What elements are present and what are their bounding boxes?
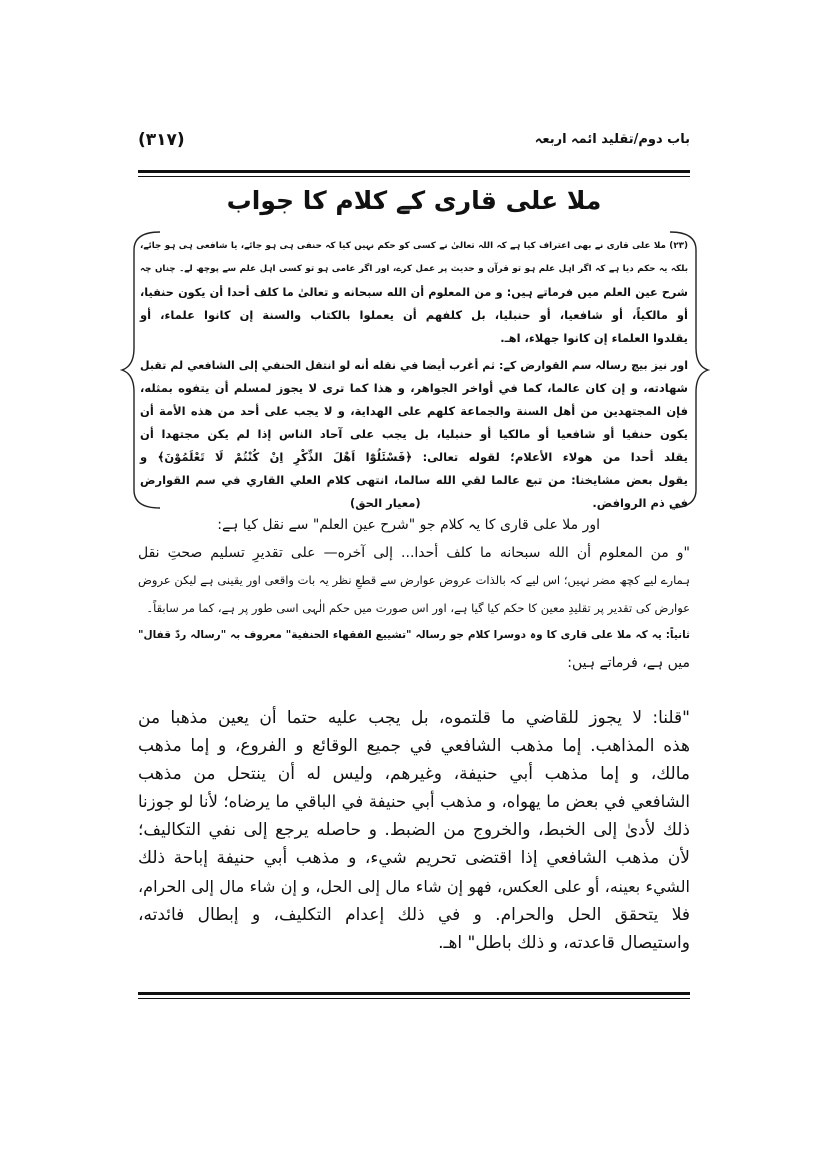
urdu-line: عوارض کی تقدیر پر تقلیدِ معین کا حکم کیا گیا ہے، اور اس صورت میں حکم الٰہی اسی طور پر ہے، کما مر سابقاً۔: [146, 600, 690, 615]
arabic-line: "قلنا: لا يجوز للقاضي ما قلتموه، بل يجب عليه حتما أن يعين مذهبا من: [138, 708, 690, 728]
section-title: ملا علی قاری کے کلام کا جواب: [226, 186, 602, 215]
arabic-line: فلا يتحقق الحل والحرام. و في ذلك إعدام التكليف، و إبطال فائدته،: [138, 904, 690, 925]
box-line: يقلد أحدا من هولاء الأعلام؛ لقوله تعالى: ﴿فَسْئَلُوْٓا اَهْلَ الذِّكْرِ اِنْ كُنْتُمْ لَا تَعْلَمُوْنَ﴾ و: [140, 450, 688, 464]
box-line: بلکہ یہ حکم دیا ہے کہ اگر اہل علم ہو تو قرآن و حدیث پر عمل کرے، اور اگر عامی ہو تو کسی اہل علم سے پوچھ لے۔ چناں چہ: [140, 264, 688, 274]
arabic-line: الشافعي في بعض ما يهواه، و مذهب أبي حنيفة في الباقي ما يرضاه؛ لأنا لو جوزنا: [138, 792, 690, 812]
box-line: شرح عین العلم میں فرماتے ہیں: و من المعلوم أن الله سبحانه و تعالىٰ ما كلف أحدا أن يكون حنفيا،: [140, 286, 688, 299]
header-rule-thick: [138, 170, 690, 173]
box-line: (۲۳) ملا علی قاری نے بھی اعتراف کیا ہے کہ اللہ تعالیٰ نے کسی کو حکم نہیں کیا کہ حنفی ہی ہو جائے، یا شافعی ہی ہو جائے،: [140, 241, 688, 251]
chapter-header: باب دوم/تقلید ائمہ اربعہ: [534, 132, 690, 147]
urdu-line: اور ملا علی قاری کا یہ کلام جو "شرح عین العلم" سے نقل کیا ہے:: [217, 517, 600, 533]
urdu-line: میں ہے، فرماتے ہیں:: [567, 654, 690, 671]
urdu-line: "و من المعلوم أن الله سبحانه ما كلف أحدا... إلى آخره— على تقدیرِ تسلیم صحتِ نقل: [138, 544, 690, 561]
box-line: اور نیز بیچ رسالہ سم القوارض کے: ثم أغرب أيضا في نقله أنه لو انتقل الحنفي إلى الشافعي لم تقبل: [140, 359, 688, 372]
arabic-line: واستيصال قاعدته، و ذلك باطل" اهـ.: [438, 932, 690, 953]
box-line: فإن المجتهدين من أهل السنة والجماعة كلهم على الهداية، و لا يجب على أحد من هذه الأمة أن: [140, 404, 688, 418]
urdu-line: ہمارے لیے کچھ مضر نہیں؛ اس لیے کہ بالذات عروض عوارض سے قطعِ نظر یہ بات واقعی اور یقینی ہے لیکن عروض: [138, 573, 690, 588]
box-line: أو مالكياً، أو شافعيا، أو حنبليا، بل كلفهم أن يعملوا بالكتاب والسنة إن كانوا علماء، أو: [140, 308, 688, 322]
box-line: شهادته، و إن كان عالما، كما في أواخر الجواهر، و هذا كما ترى لا يجوز لمسلم أن يتفوه بمثله،: [140, 381, 688, 395]
urdu-paragraph: [138, 512, 690, 678]
quoted-box: [140, 235, 688, 515]
source-citation: (معیار الحق): [350, 496, 421, 510]
footer-rule-thin: [138, 998, 690, 999]
page-number: (۳۱۷): [138, 130, 185, 150]
header-rule-thin: [138, 176, 690, 177]
box-line: يكون حنفيا أو شافعيا أو مالكيا أو حنبليا، بل يجب على آحاد الناس إذا لم يكن مجتهدا أن: [140, 427, 688, 441]
arabic-line: ذلك لأدىٰ إلى الخبط، والخروج من الضبط. و حاصله يرجع إلى نفي التكاليف؛: [138, 820, 690, 841]
arabic-line: هذه المذاهب. إما مذهب الشافعي في جميع الوقائع و الفروع، و إما مذهب: [138, 736, 690, 757]
arabic-quote: [138, 704, 690, 957]
box-last-line: في ذم الروافض.: [592, 496, 688, 510]
arabic-line: مالك، و إما مذهب أبي حنيفة، وغيرهم، وليس له أن ينتحل من مذهب: [138, 764, 690, 785]
box-line: يقلدوا العلماء إن كانوا جهلاء، اهـ.: [500, 331, 688, 345]
urdu-line: ثانیاً: یہ کہ ملا علی قاری کا وہ دوسرا کلام جو رسالہ "تشييع الفقهاء الحنفية" معروف بہ "رسالہ ردّ قفال": [138, 629, 690, 642]
box-line: يقول بعض مشايخنا: من تبع عالما لقي الله سالما، انتهى كلام العلي القاري في سم القوارض: [140, 473, 688, 487]
arabic-line: لأن مذهب الشافعي إذا اقتضى تحريم شيء، و مذهب أبي حنيفة إباحة ذلك: [138, 848, 690, 869]
arabic-line: الشيء بعينه، أو على العكس، فهو إن شاء مال إلى الحل، و إن شاء مال إلى الحرام،: [138, 876, 690, 896]
footer-rule-thick: [138, 992, 690, 995]
